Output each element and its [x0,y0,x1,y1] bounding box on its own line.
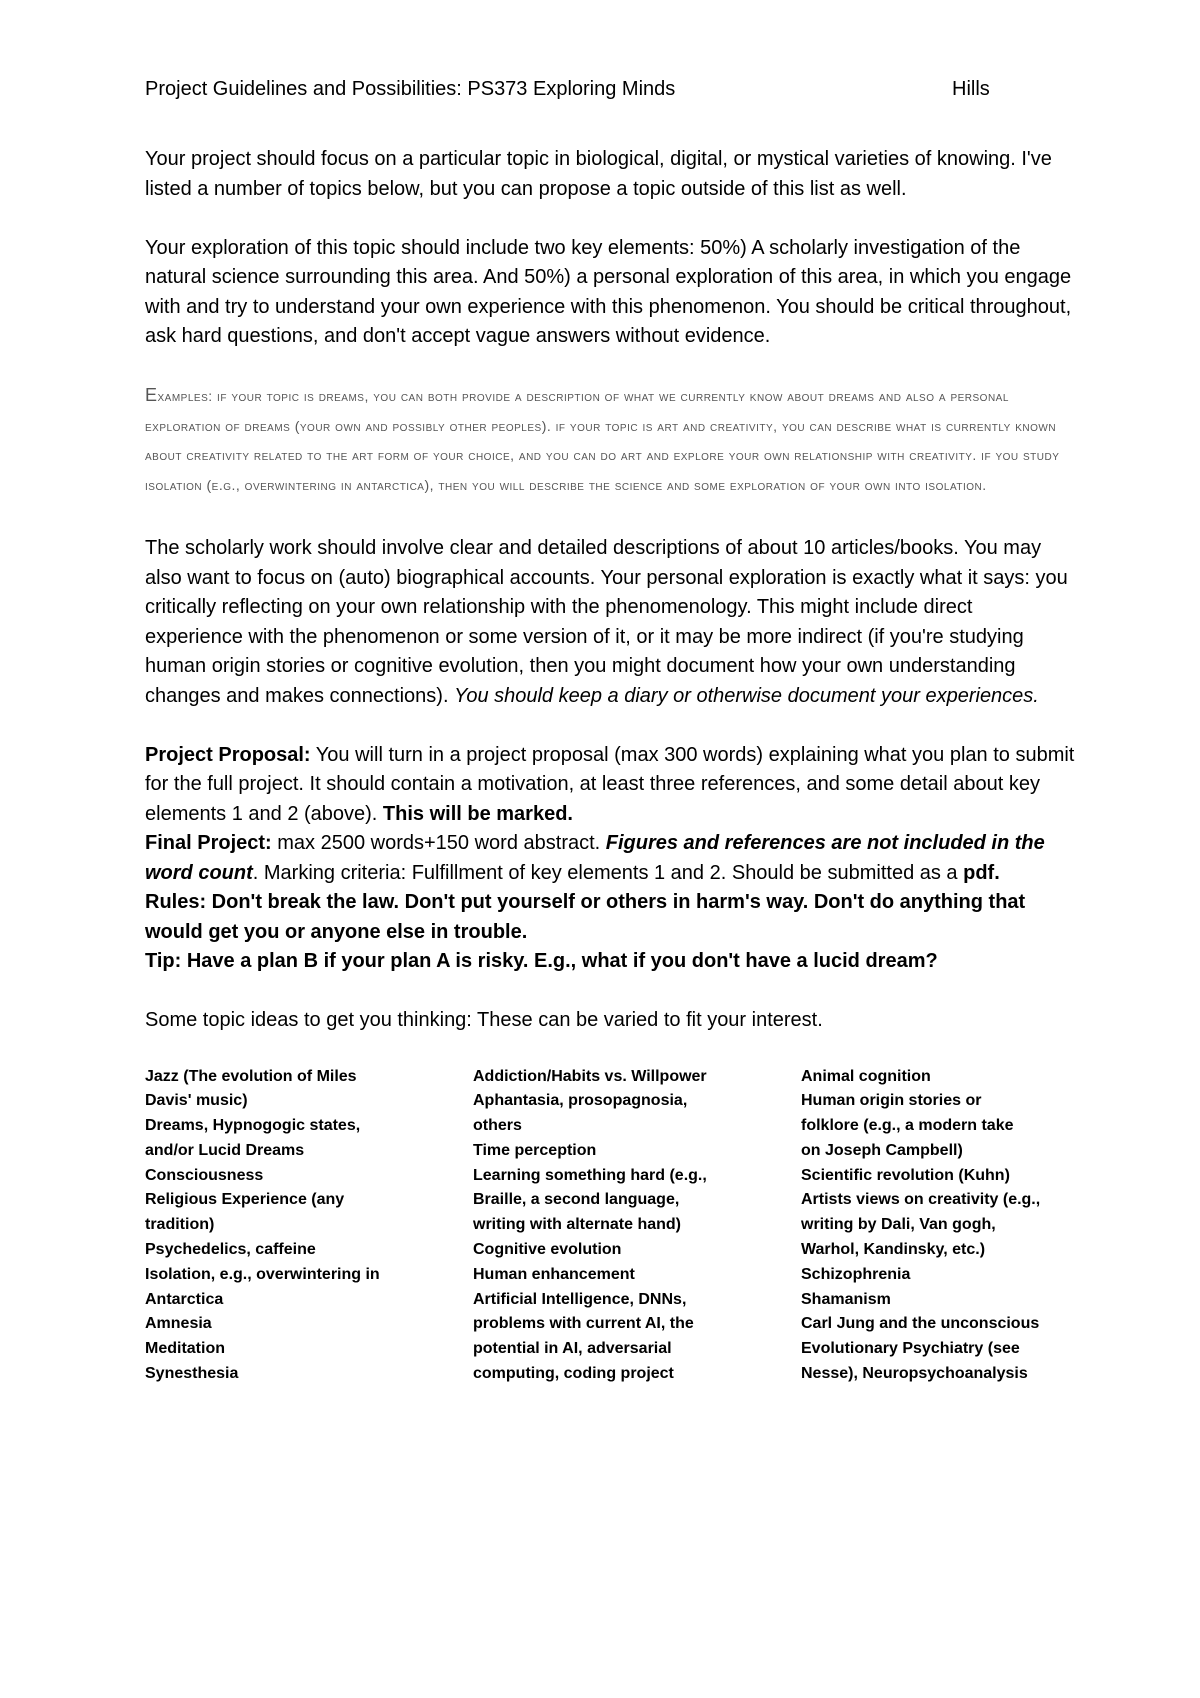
final-pdf: pdf. [963,861,1000,884]
topic-line: Braille, a second language, [473,1191,680,1209]
topic-line: Consciousness [145,1166,264,1184]
topics-table [145,1065,1075,1387]
final-paragraph [145,829,1075,888]
requirements-block [145,741,1075,977]
topic-line: potential in AI, adversarial [473,1340,672,1358]
topic-line: folklore (e.g., a modern take [801,1117,1014,1135]
topic-line: Religious Experience (any [145,1191,345,1209]
topic-line: Learning something hard (e.g., [473,1166,707,1184]
proposal-label: Project Proposal: [145,743,311,766]
topic-line: Dreams, Hypnogogic states, [145,1117,361,1135]
topic-line: Artists views on creativity (e.g., [801,1191,1041,1209]
topic-line: computing, coding project [473,1365,674,1383]
page-header [145,74,995,104]
topic-line: Nesse), Neuropsychoanalysis [801,1365,1028,1383]
topic-line: Aphantasia, prosopagnosia, [473,1092,688,1110]
document-title: Project Guidelines and Possibilities: PS373 Exploring Minds [145,78,676,100]
examples-lead-letter: E [145,385,158,405]
exploration-paragraph: Your exploration of this topic should include two key elements: 50%) A scholarly investigation of the natural science surrounding this area. And 50%) a personal exploration of this area, in which you engage with and try to understand your own experience with this phenomenon. You should be critical throughout, ask hard questions, and don't accept vague answers without evidence. [145,236,1072,347]
topic-line: Jazz (The evolution of Miles [145,1067,357,1085]
topic-line: Evolutionary Psychiatry (see [801,1340,1020,1358]
topic-line: Warhol, Kandinsky, etc.) [801,1241,986,1259]
topics-intro: Some topic ideas to get you thinking: These can be varied to fit your interest. [145,1009,823,1031]
proposal-marked: This will be marked. [382,802,573,825]
scholarly-paragraph [145,534,1075,711]
proposal-paragraph [145,741,1075,830]
topic-line: Shamanism [801,1290,891,1308]
topic-line: tradition) [145,1216,215,1234]
topic-line: Synesthesia [145,1365,239,1383]
topic-line: writing with alternate hand) [473,1216,682,1234]
final-text-1: max 2500 words+150 word abstract. [271,832,606,854]
topic-line: Amnesia [145,1315,212,1333]
final-bold-italic: Figures and references are not included in the word count [145,832,1045,884]
tip-paragraph: Tip: Have a plan B if your plan A is risky. E.g., what if you don't have a lucid dream? [145,950,938,972]
document-body [145,145,1075,1387]
topic-line: Addiction/Habits vs. Willpower [473,1067,707,1085]
topic-line: Artificial Intelligence, DNNs, [473,1290,687,1308]
topic-line: on Joseph Campbell) [801,1141,963,1159]
topic-line: Human origin stories or [801,1092,982,1110]
topic-line: Time perception [473,1141,597,1159]
topic-line: Scientific revolution (Kuhn) [801,1166,1010,1184]
topic-line: Human enhancement [473,1265,635,1283]
topic-line: Cognitive evolution [473,1241,622,1259]
topic-line: problems with current AI, the [473,1315,694,1333]
topic-line: Schizophrenia [801,1265,911,1283]
topic-line: Meditation [145,1340,225,1358]
scholarly-italic: You should keep a diary or otherwise document your experiences. [454,684,1039,707]
topics-column-2 [473,1065,801,1387]
topic-line: others [473,1117,522,1135]
topic-line: and/or Lucid Dreams [145,1141,305,1159]
topic-line: writing by Dali, Van gogh, [801,1216,996,1234]
final-text-2: . Marking criteria: Fulfillment of key elements 1 and 2. Should be submitted as a [252,861,964,884]
author-name: Hills [952,78,990,100]
topics-column-3 [801,1065,1075,1387]
rules-paragraph: Rules: Don't break the law. Don't put yourself or others in harm's way. Don't do anything that would get you or anyone else in trouble. [145,891,1026,943]
scholarly-text: The scholarly work should involve clear and detailed descriptions of about 10 articles/books. You may also want to focus on (auto) biographical accounts. Your personal exploration is exactly what it says: you critically reflecting on your own relationship with the phenomenology. This might include direct experience with the phenomenon or some version of it, or it may be more indirect (if you're studying human origin stories or cognitive evolution, then you might document how your own understanding changes and makes connections). [145,537,1068,707]
topics-column-1 [145,1065,473,1387]
topic-line: Isolation, e.g., overwintering in [145,1265,380,1283]
topic-line: Carl Jung and the unconscious [801,1315,1040,1333]
topic-line: Davis' music) [145,1092,248,1110]
proposal-text: You will turn in a project proposal (max 300 words) explaining what you plan to submit for the full project. It should contain a motivation, at least three references, and some detail about key elements 1 and 2 (above). [145,743,1075,825]
topic-line: Psychedelics, caffeine [145,1241,316,1259]
final-label: Final Project: [145,832,272,854]
examples-text: xamples: if your topic is dreams, you can both provide a description of what we currently know about dreams and also a personal exploration of dreams (your own and possibly other peoples). if your topic is art and creativity, you can describe what is currently known about creativity related to the art form of your choice, and you can do art and explore your own relationship with creativity. if you study isolation (e.g., overwintering in antarctica), then you will describe the science and some exploration of your own into isolation. [145,388,1060,493]
topic-line: Animal cognition [801,1067,931,1085]
intro-paragraph: Your project should focus on a particular topic in biological, digital, or mystical varieties of knowing. I've listed a number of topics below, but you can propose a topic outside of this list as well. [145,148,1052,200]
topic-line: Antarctica [145,1290,224,1308]
examples-paragraph [145,381,1075,500]
